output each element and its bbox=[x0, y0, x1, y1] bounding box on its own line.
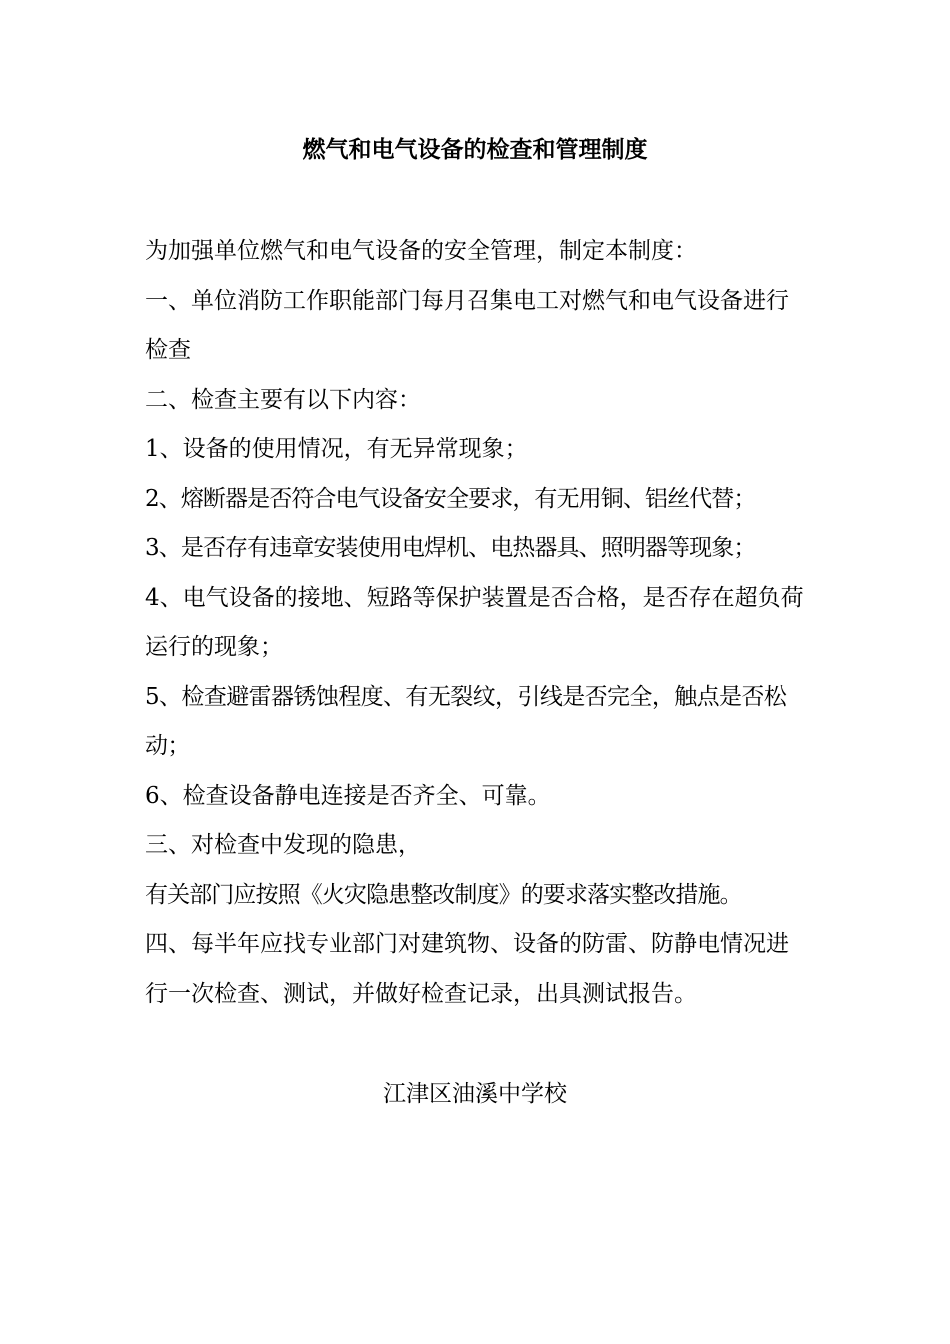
paragraph-item-1: 1、设备的使用情况，有无异常现象； bbox=[145, 436, 528, 462]
document-title: 燃气和电气设备的检查和管理制度 bbox=[302, 136, 648, 163]
paragraph-section-1: 一、单位消防工作职能部门每月召集电工对燃气和电气设备进行检查 bbox=[145, 287, 789, 363]
paragraph-intro: 为加强单位燃气和电气设备的安全管理，制定本制度： bbox=[145, 238, 697, 264]
paragraph-item-6: 6、检查设备静电连接是否齐全、可靠。 bbox=[145, 782, 551, 809]
paragraph-item-2: 2、熔断器是否符合电气设备安全要求，有无用铜、铝丝代替； bbox=[145, 485, 756, 512]
document-body bbox=[145, 227, 807, 1019]
paragraph-item-5: 5、检查避雷器锈蚀程度、有无裂纹，引线是否完全，触点是否松动； bbox=[145, 683, 787, 759]
paragraph-section-4: 四、每半年应找专业部门对建筑物、设备的防雷、防静电情况进行一次检查、测试，并做好检查记录，出具测试报告。 bbox=[145, 931, 789, 1007]
paragraph-section-3-continued: 有关部门应按照《火灾隐患整改制度》的要求落实整改措施。 bbox=[145, 881, 742, 908]
paragraph-section-2: 二、检查主要有以下内容： bbox=[145, 386, 421, 413]
paragraph-item-3: 3、是否存有违章安装使用电焊机、电热器具、照明器等现象； bbox=[145, 535, 756, 561]
paragraph-item-4: 4、电气设备的接地、短路等保护装置是否合格，是否存在超负荷运行的现象； bbox=[145, 584, 804, 660]
paragraph-section-3: 三、对检查中发现的隐患， bbox=[145, 832, 421, 858]
document-signature: 江津区油溪中学校 bbox=[383, 1081, 567, 1107]
